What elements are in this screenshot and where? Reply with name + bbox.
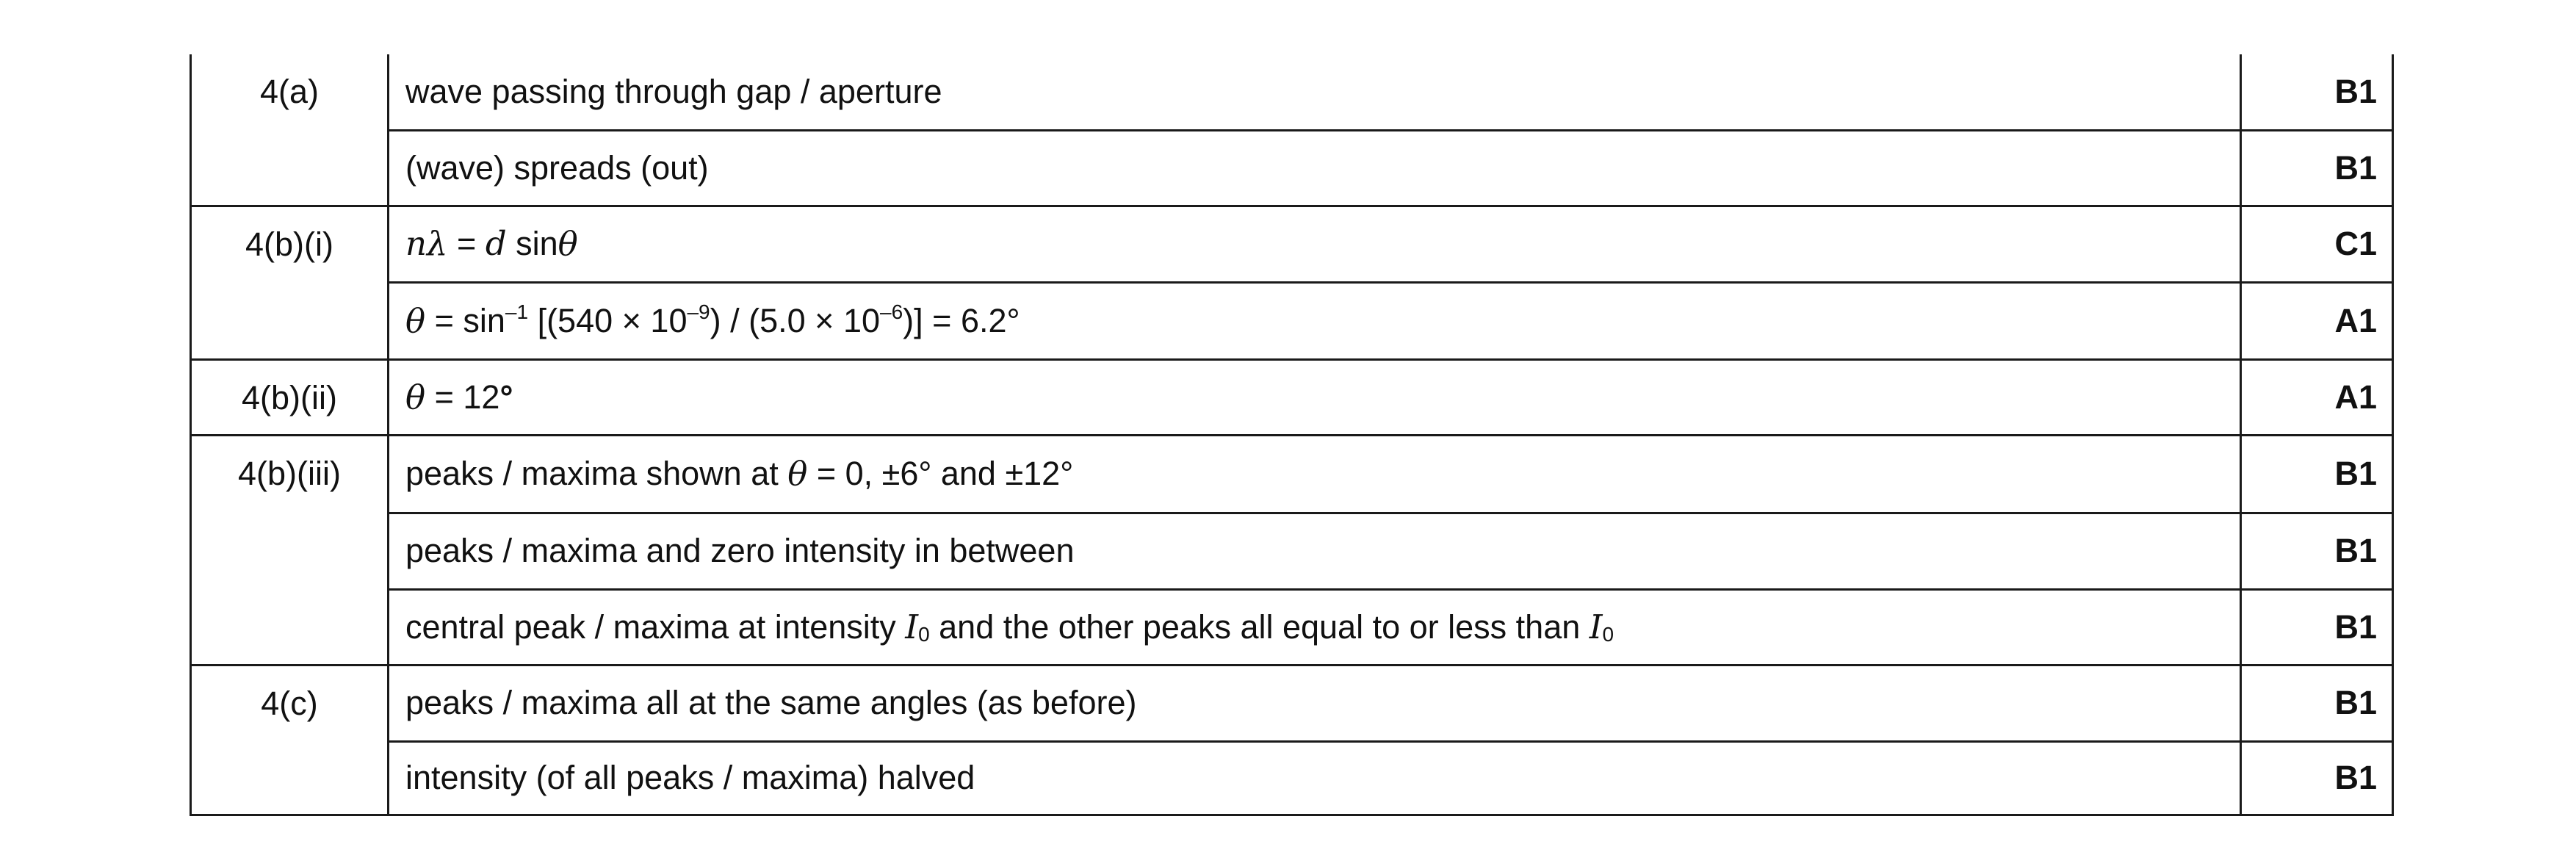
mark-cell: B1 (2241, 513, 2393, 589)
equation-n: n (405, 224, 427, 264)
question-number: 4(b)(iii) (191, 435, 389, 665)
answer-text: central peak / maxima at intensity (405, 607, 906, 646)
question-number: 4(b)(i) (191, 206, 389, 359)
mark-cell: B1 (2241, 54, 2393, 130)
table-row (191, 206, 2393, 282)
answer-cell (389, 282, 2241, 359)
equation-theta: θ (787, 454, 808, 494)
table-row (191, 359, 2393, 435)
answer-cell: (wave) spreads (out) (389, 130, 2241, 206)
question-number: 4(a) (191, 54, 389, 206)
table-row (191, 665, 2393, 741)
equation-sin: sin (506, 225, 558, 263)
table-row (191, 513, 2393, 589)
intensity-symbol: I (905, 607, 919, 646)
question-number: 4(c) (191, 665, 389, 815)
table-row (191, 54, 2393, 130)
answer-cell (389, 435, 2241, 513)
answer-cell: peaks / maxima and zero intensity in between (389, 513, 2241, 589)
table-row (191, 130, 2393, 206)
answer-cell (389, 589, 2241, 665)
table-row (191, 282, 2393, 359)
equation-text: )] = 6.2° (903, 301, 1020, 339)
equation-lambda: λ (426, 224, 448, 264)
mark-cell: B1 (2241, 130, 2393, 206)
answer-cell (389, 206, 2241, 282)
mark-cell: B1 (2241, 435, 2393, 513)
answer-text: = 0, ±6° and ±12° (807, 455, 1074, 493)
equation-theta: θ (405, 377, 426, 416)
question-number: 4(b)(ii) (191, 359, 389, 435)
equation-equals: = (447, 225, 486, 263)
equation-theta: θ (558, 224, 578, 264)
equation-exponent: –1 (505, 300, 529, 323)
equation-d: d (485, 224, 507, 264)
equation-text: [(540 × 10 (528, 301, 688, 339)
answer-cell: intensity (of all peaks / maxima) halved (389, 741, 2241, 815)
equation-text: = sin (425, 301, 505, 339)
answer-text: and the other peaks all equal to or less than (929, 607, 1590, 646)
equation-exponent: –9 (687, 300, 710, 323)
intensity-symbol: I (1589, 607, 1603, 646)
equation-exponent: –6 (880, 300, 903, 323)
degree-symbol: ° (499, 378, 513, 416)
mark-scheme-sheet (190, 54, 2392, 816)
mark-scheme-table (190, 54, 2394, 816)
mark-cell: A1 (2241, 282, 2393, 359)
mark-cell: A1 (2241, 359, 2393, 435)
answer-cell: peaks / maxima all at the same angles (as before) (389, 665, 2241, 741)
mark-cell: B1 (2241, 665, 2393, 741)
mark-cell: B1 (2241, 589, 2393, 665)
mark-cell: B1 (2241, 741, 2393, 815)
equation-text: = 12 (425, 378, 500, 416)
table-row (191, 435, 2393, 513)
equation-theta: θ (405, 300, 426, 340)
intensity-subscript: 0 (918, 622, 930, 646)
mark-cell: C1 (2241, 206, 2393, 282)
table-row (191, 589, 2393, 665)
answer-text: peaks / maxima shown at (405, 455, 788, 493)
intensity-subscript: 0 (1602, 622, 1614, 646)
answer-cell: wave passing through gap / aperture (389, 54, 2241, 130)
answer-cell (389, 359, 2241, 435)
equation-text: ) / (5.0 × 10 (710, 301, 881, 339)
table-row (191, 741, 2393, 815)
